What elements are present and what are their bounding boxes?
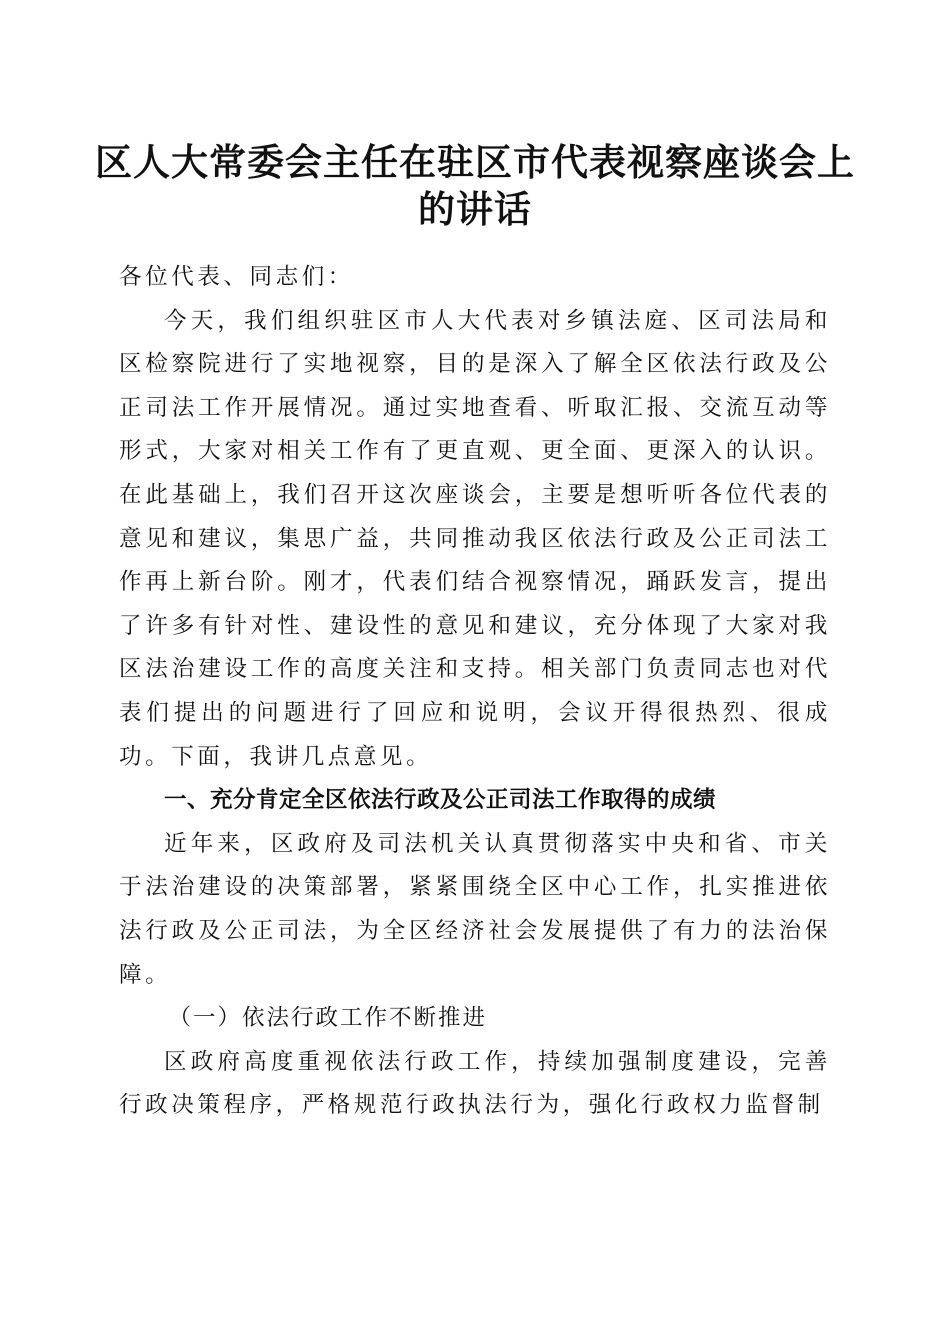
paragraph-administration: 区政府高度重视依法行政工作，持续加强制度建设，完善行政决策程序，严格规范行政执法行为，强化行政权力监督制 [119,1048,831,1119]
paragraph-opening: 今天，我们组织驻区市人大代表对乡镇法庭、区司法局和区检察院进行了实地视察，目的是深入了解全区依法行政及公正司法工作开展情况。通过实地查看、听取汇报、交流互动等形式，大家对相关工作有了更直观、更全面、更深入的认识。在此基础上，我们召开这次座谈会，主要是想听听各位代表的意见和建议，集思广益，共同推动我区依法行政及公正司法工作再上新台阶。刚才，代表们结合视察情况，踊跃发言，提出了许多有针对性、建设性的意见和建议，充分体现了大家对我区法治建设工作的高度关注和支持。相关部门负责同志也对代表们提出的问题进行了回应和说明，会议开得很热烈、很成功。下面，我讲几点意见。 [119,307,831,770]
document-title-line-2: 的讲话 [418,187,532,231]
document-body [119,256,831,1128]
subsection-heading-1: （一）依法行政工作不断推进 [168,1005,488,1032]
paragraph-achievements: 近年来，区政府及司法机关认真贯彻落实中央和省、市关于法治建设的决策部署，紧紧围绕全区中心工作，扎实推进依法行政及公正司法，为全区经济社会发展提供了有力的法治保障。 [119,830,831,988]
section-heading-1: 一、充分肯定全区依法行政及公正司法工作取得的成绩 [164,787,717,814]
salutation: 各位代表、同志们： [119,264,354,290]
document-title-line-1: 区人大常委会主任在驻区市代表视察座谈会上 [95,140,855,184]
